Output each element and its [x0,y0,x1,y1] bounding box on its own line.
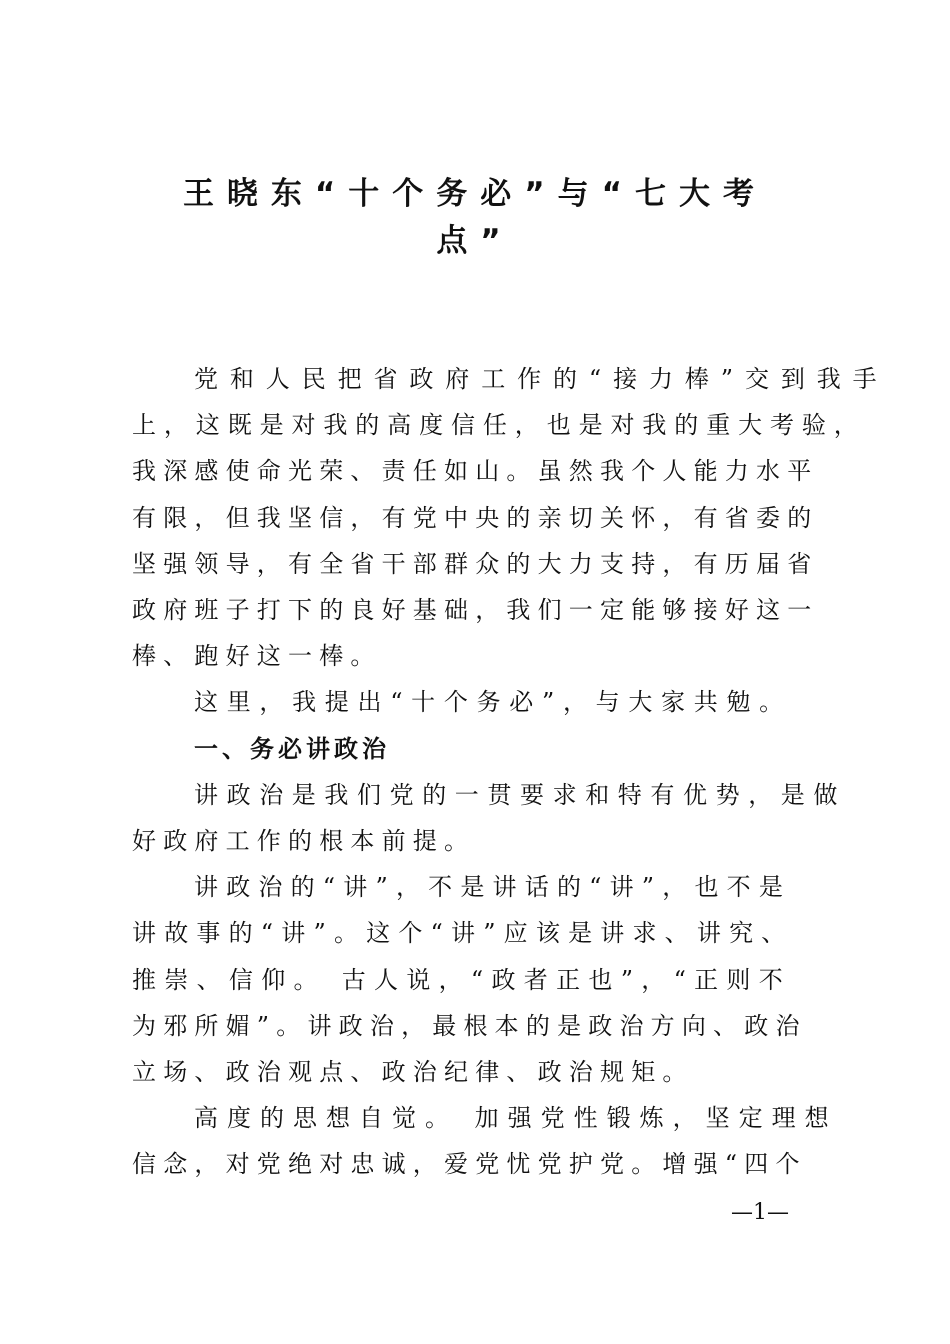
section-heading: 一、务必讲政治 [194,734,390,763]
body-line: 有限，但我坚信，有党中央的亲切关怀，有省委的 [132,503,819,532]
body-line: 为邪所媚”。讲政治，最根本的是政治方向、政治 [132,1011,807,1040]
document-title-line-1: 王晓东“十个务必”与“七大考 [182,176,768,212]
body-line: 我深感使命光荣、责任如山。虽然我个人能力水平 [132,457,819,486]
body-line: 这里，我提出“十个务必”，与大家共勉。 [194,688,792,717]
body-line: 党和人民把省政府工作的“接力棒”交到我手 [194,365,889,393]
body-line: 立场、政治观点、政治纪律、政治规矩。 [132,1058,694,1086]
body-line: 上，这既是对我的高度信任，也是对我的重大考验， [132,411,866,440]
body-line: 坚强领导，有全省干部群众的大力支持，有历届省 [132,549,819,578]
body-line: 高度的思想自觉。 加强党性锻炼，坚定理想 [194,1104,838,1133]
body-line: 信念，对党绝对忠诚，爱党忧党护党。增强“四个 [132,1150,807,1179]
body-line: 讲故事的“讲”。这个“讲”应该是讲求、讲究、 [132,919,794,948]
page-number: —1— [731,1200,789,1225]
body-line: 讲政治的“讲”，不是讲话的“讲”，也不是 [194,873,792,902]
body-line: 推崇、信仰。 古人说，“政者正也”，“正则不 [132,965,792,994]
body-line: 棒、跑好这一棒。 [132,642,382,671]
body-line: 好政府工作的根本前提。 [132,827,476,855]
document-title-line-2: 点” [436,223,514,259]
body-line: 政府班子打下的良好基础，我们一定能够接好这一 [132,596,819,624]
body-line: 讲政治是我们党的一贯要求和特有优势，是做 [194,780,846,809]
